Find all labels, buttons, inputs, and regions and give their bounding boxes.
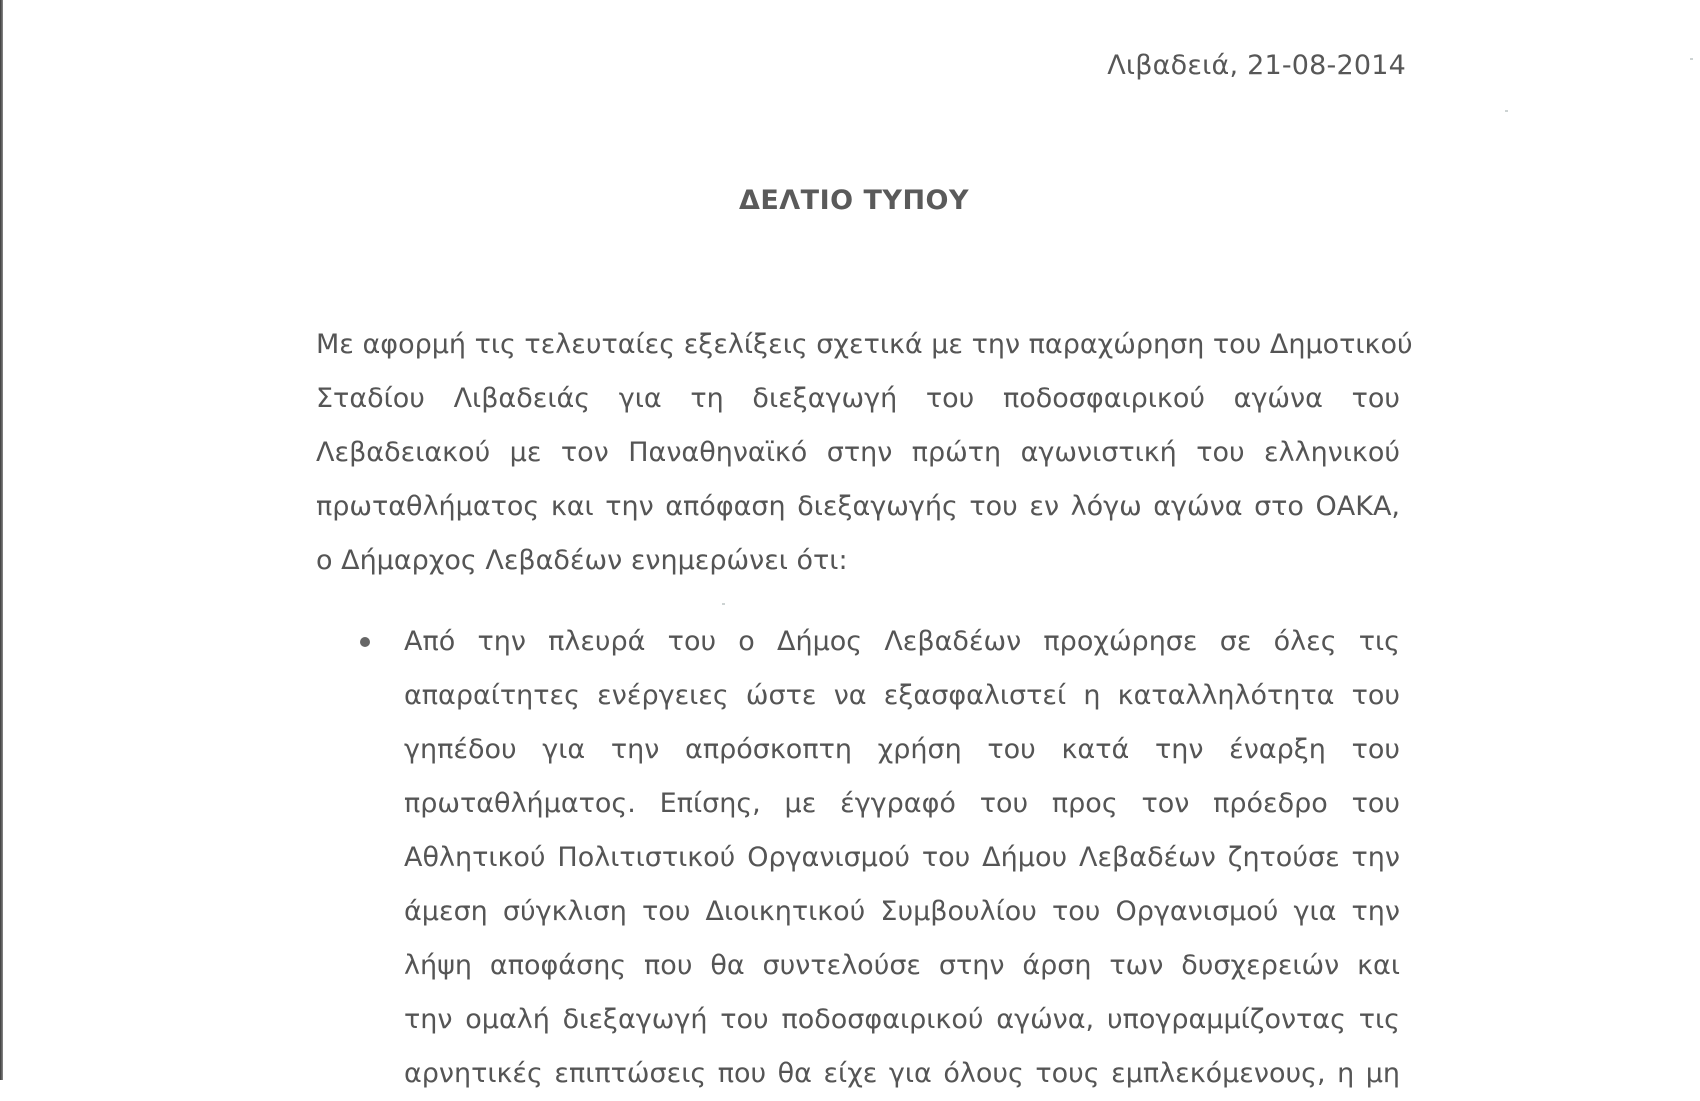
bullet-list	[360, 615, 1400, 1101]
bullet-line: Από την πλευρά του ο Δήμος Λεβαδέων προχώρησε σε όλες τις	[404, 626, 1400, 657]
bullet-line: αρνητικές επιπτώσεις που θα είχε για όλους τους εμπλεκόμενους, η μη	[404, 1058, 1400, 1089]
intro-paragraph	[316, 318, 1413, 588]
bullet-line: Αθλητικού Πολιτιστικού Οργανισμού του Δήμου Λεβαδέων ζητούσε την	[404, 842, 1400, 873]
scan-speck	[722, 603, 725, 605]
date-line: Λιβαδειά, 21-08-2014	[1107, 50, 1406, 81]
scan-speck	[1690, 58, 1693, 60]
bullet-line: λήψη αποφάσης που θα συντελούσε στην άρση των δυσχερειών και	[404, 950, 1400, 981]
intro-line: Σταδίου Λιβαδειάς για τη διεξαγωγή του ποδοσφαιρικού αγώνα του	[316, 383, 1400, 414]
bullet-dot-icon	[360, 637, 370, 647]
intro-line: πρωταθλήματος και την απόφαση διεξαγωγής του εν λόγω αγώνα στο ΟΑΚΑ,	[316, 491, 1400, 522]
document-title: ΔΕΛΤΙΟ ΤΥΠΟΥ	[738, 185, 970, 216]
intro-line: Λεβαδειακού με τον Παναθηναϊκό στην πρώτη αγωνιστική του ελληνικού	[316, 437, 1400, 468]
bullet-line: γηπέδου για την απρόσκοπτη χρήση του κατά την έναρξη του	[404, 734, 1400, 765]
bullet-line: απαραίτητες ενέργειες ώστε να εξασφαλιστεί η καταλληλότητα του	[404, 680, 1400, 711]
bullet-line: άμεση σύγκλιση του Διοικητικού Συμβουλίου του Οργανισμού για την	[404, 896, 1400, 927]
bullet-line: την ομαλή διεξαγωγή του ποδοσφαιρικού αγώνα, υπογραμμίζοντας τις	[404, 1004, 1400, 1035]
intro-line: Με αφορμή τις τελευταίες εξελίξεις σχετικά με την παραχώρηση του Δημοτικού	[316, 329, 1413, 360]
intro-line: ο Δήμαρχος Λεβαδέων ενημερώνει ότι:	[316, 545, 848, 576]
bullet-line: πρωταθλήματος. Επίσης, με έγγραφό του προς τον πρόεδρο του	[404, 788, 1400, 819]
scan-speck	[1505, 110, 1508, 112]
bullet-item	[360, 615, 1400, 1101]
